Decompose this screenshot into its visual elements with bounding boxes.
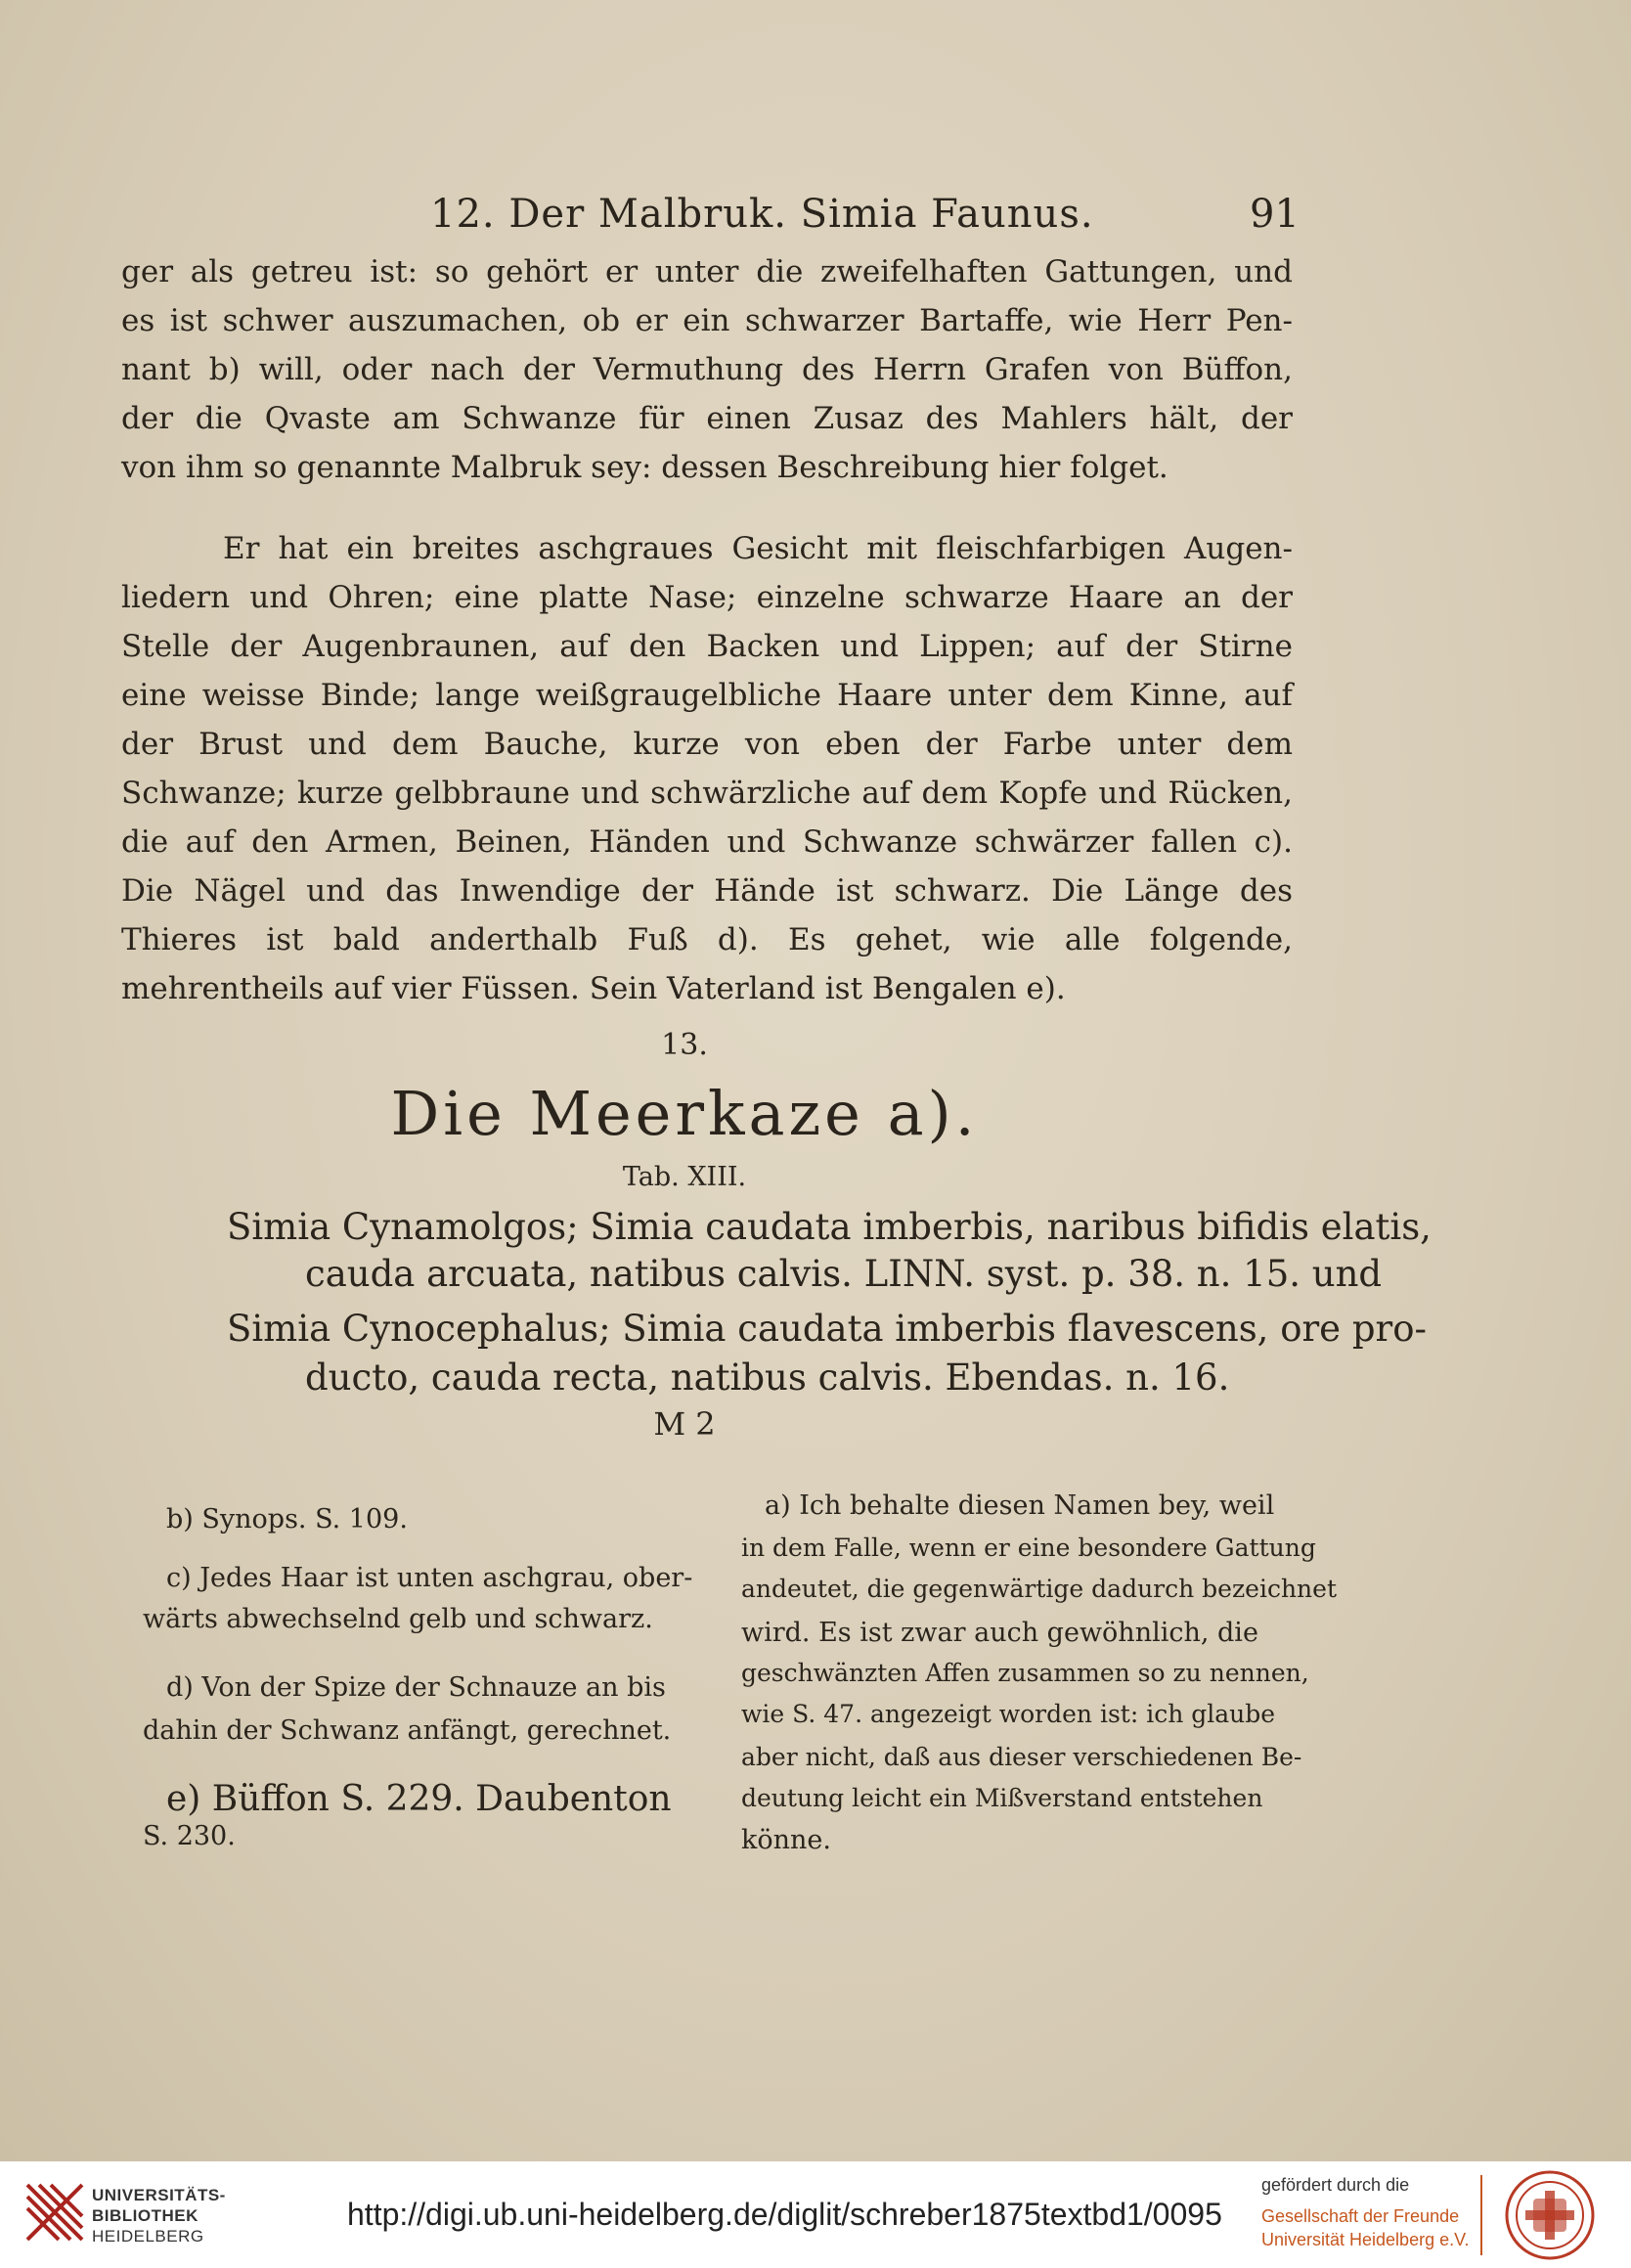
text-line: Die Nägel und das Inwendige der Hände ist schwarz. Die Länge des — [121, 873, 1293, 909]
footnote: geschwänzten Affen zusammen so zu nennen, — [741, 1659, 1309, 1687]
footnote: d) Von der Spize der Schnauze an bis — [166, 1672, 666, 1703]
footnote: e) Büffon S. 229. Daubenton — [166, 1779, 672, 1819]
text-line: liedern und Ohren; eine platte Nase; einzelne schwarze Haare an der — [121, 580, 1293, 615]
text-line: der Brust und dem Bauche, kurze von eben der Farbe unter dem — [121, 727, 1293, 762]
library-name-line: BIBLIOTHEK — [92, 2206, 198, 2225]
footnote: in dem Falle, wenn er eine besondere Gattung — [741, 1534, 1316, 1562]
text-line: Schwanze; kurze gelbbraune und schwärzliche auf dem Kopfe und Rücken, — [121, 776, 1293, 811]
footnote: aber nicht, daß aus dieser verschiedenen Be- — [741, 1743, 1302, 1771]
text-line: eine weisse Binde; lange weißgraugelbliche Haare unter dem Kinne, auf — [121, 678, 1293, 713]
text-line: Simia Cynocephalus; Simia caudata imberbis flavescens, ore pro- — [227, 1308, 1427, 1350]
footnote: b) Synops. S. 109. — [166, 1504, 408, 1534]
footnote: S. 230. — [143, 1821, 236, 1851]
footnote: wärts abwechselnd gelb und schwarz. — [143, 1604, 653, 1634]
footnote: könne. — [741, 1825, 831, 1855]
section-title: Die Meerkaze a). — [390, 1078, 979, 1149]
text-line: cauda arcuata, natibus calvis. LINN. syst. p. 38. n. 15. und — [305, 1253, 1383, 1295]
text-line: Stelle der Augenbraunen, auf den Backen und Lippen; auf der Stirne — [121, 629, 1293, 664]
page-number: 91 — [1250, 192, 1300, 237]
footnote: a) Ich behalte diesen Namen bey, weil — [765, 1490, 1275, 1521]
text-line: nant b) will, oder nach der Vermuthung des Herrn Grafen von Büffon, — [121, 352, 1293, 387]
section-number: 13. — [661, 1028, 708, 1062]
text-line: mehrentheils auf vier Füssen. Sein Vaterland ist Bengalen e). — [121, 971, 1066, 1006]
sponsor-line: Gesellschaft der Freunde — [1261, 2206, 1460, 2226]
footnote: dahin der Schwanz anfängt, gerechnet. — [143, 1715, 672, 1746]
footnote: wird. Es ist zwar auch gewöhnlich, die — [741, 1618, 1258, 1648]
divider — [1480, 2175, 1482, 2255]
signature-mark: M 2 — [653, 1405, 716, 1443]
sponsor-line: Universität Heidelberg e.V. — [1261, 2230, 1470, 2249]
university-seal-icon — [1504, 2169, 1596, 2261]
text-line: Thieres ist bald anderthalb Fuß d). Es gehet, wie alle folgende, — [121, 922, 1293, 957]
text-line: der die Qvaste am Schwanze für einen Zusaz des Mahlers hält, der — [121, 401, 1293, 436]
sponsor-name — [1261, 2204, 1469, 2251]
footnote: deutung leicht ein Mißverstand entstehen — [741, 1784, 1263, 1812]
permalink-url[interactable]: http://digi.ub.uni-heidelberg.de/diglit/schreber1875textbd1/0095 — [347, 2197, 1222, 2232]
library-name-line: HEIDELBERG — [92, 2227, 204, 2246]
text-line: Er hat ein breites aschgraues Gesicht mit fleischfarbigen Augen- — [223, 531, 1293, 566]
text-line: ger als getreu ist: so gehört er unter die zweifelhaften Gattungen, und — [121, 254, 1293, 289]
library-name-line: UNIVERSITÄTS- — [92, 2186, 226, 2204]
sponsor-label: gefördert durch die — [1261, 2175, 1410, 2195]
text-line: es ist schwer auszumachen, ob er ein schwarzer Bartaffe, wie Herr Pen- — [121, 303, 1293, 338]
text-line: von ihm so genannte Malbruk sey: dessen Beschreibung hier folget. — [121, 450, 1168, 485]
university-library-logo-icon — [22, 2179, 88, 2251]
text-line: Simia Cynamolgos; Simia caudata imberbis, naribus bifidis elatis, — [227, 1206, 1432, 1248]
footnote: andeutet, die gegenwärtige dadurch bezeichnet — [741, 1575, 1337, 1603]
library-name — [92, 2185, 226, 2246]
text-line: die auf den Armen, Beinen, Händen und Schwanze schwärzer fallen c). — [121, 824, 1293, 860]
running-title: 12. Der Malbruk. Simia Faunus. — [430, 192, 1094, 237]
running-header — [0, 186, 1631, 245]
plate-reference: Tab. XIII. — [622, 1162, 747, 1192]
viewer-footer — [0, 2161, 1631, 2268]
text-line: ducto, cauda recta, natibus calvis. Ebendas. n. 16. — [305, 1356, 1230, 1399]
footnote: c) Jedes Haar ist unten aschgrau, ober- — [166, 1563, 693, 1593]
footnote: wie S. 47. angezeigt worden ist: ich glaube — [741, 1700, 1276, 1728]
